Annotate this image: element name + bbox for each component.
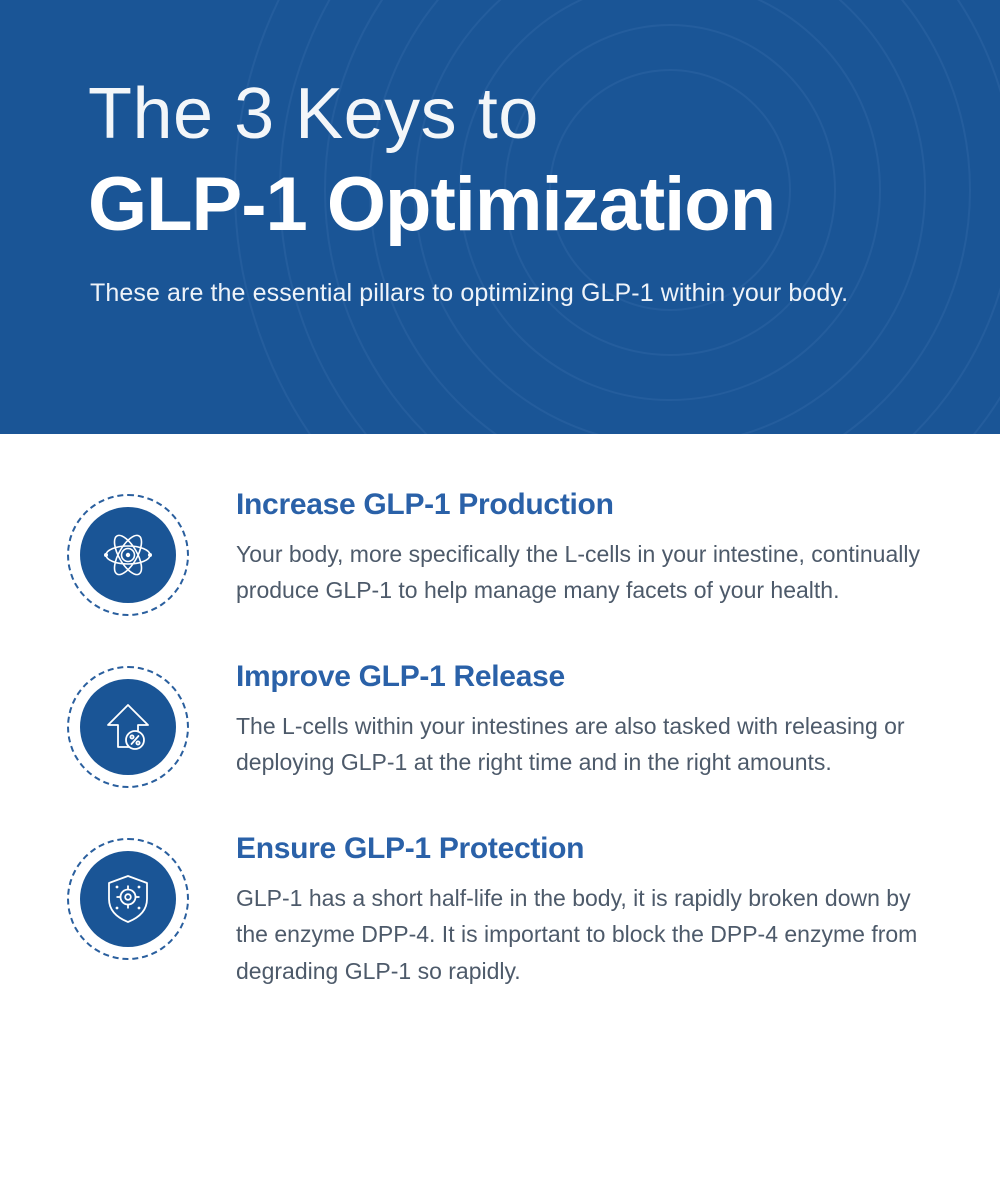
page-subtitle: These are the essential pillars to optimizing GLP-1 within your body. bbox=[90, 279, 849, 308]
up-arrow-percent-icon bbox=[80, 679, 176, 775]
item-description: GLP-1 has a short half-life in the body, it is rapidly broken down by the enzyme DPP-4. It is important to block the DPP-4 enzyme from degrading GLP-1 so rapidly. bbox=[236, 885, 918, 984]
item-text-block bbox=[194, 660, 940, 781]
item-description: Your body, more specifically the L-cells in your intestine, continually produce GLP-1 to help manage many facets of your health. bbox=[236, 541, 920, 604]
item-title: Increase GLP-1 Production bbox=[236, 488, 614, 521]
page-title-line2: GLP-1 Optimization bbox=[88, 162, 776, 247]
header-banner bbox=[0, 0, 1000, 434]
item-text-block bbox=[194, 832, 940, 989]
page-title-line1: The 3 Keys to bbox=[88, 74, 539, 154]
item-title: Ensure GLP-1 Protection bbox=[236, 832, 585, 865]
dashed-ring bbox=[67, 666, 189, 788]
item-description: The L-cells within your intestines are also tasked with releasing or deploying GLP-1 at the right time and in the right amounts. bbox=[236, 713, 905, 776]
icon-container bbox=[62, 832, 194, 960]
list-item bbox=[0, 832, 1000, 989]
list-item bbox=[0, 488, 1000, 616]
keys-list bbox=[0, 434, 1000, 989]
header-content bbox=[0, 0, 1000, 308]
icon-container bbox=[62, 488, 194, 616]
dashed-ring bbox=[67, 838, 189, 960]
item-title: Improve GLP-1 Release bbox=[236, 660, 565, 693]
item-text-block bbox=[194, 488, 940, 609]
shield-gear-icon bbox=[80, 851, 176, 947]
icon-container bbox=[62, 660, 194, 788]
atom-icon bbox=[80, 507, 176, 603]
list-item bbox=[0, 660, 1000, 788]
dashed-ring bbox=[67, 494, 189, 616]
